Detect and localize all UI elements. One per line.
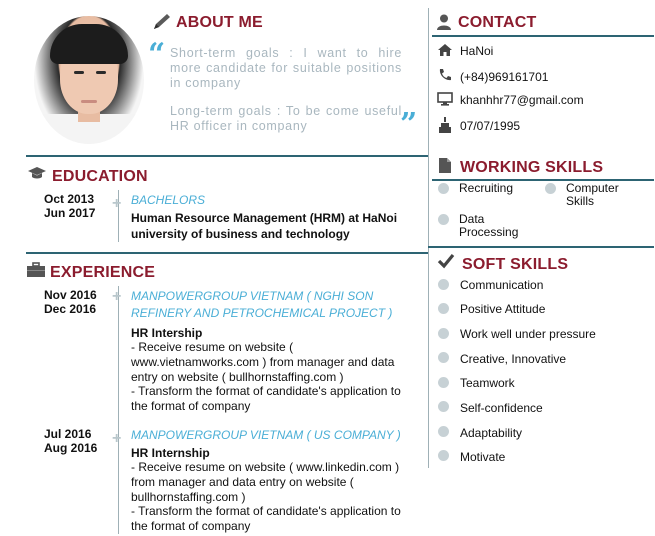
experience-timeline: [118, 286, 119, 534]
job-date-from: Nov 2016: [44, 288, 97, 302]
working-skill-item: Computer Skills: [566, 181, 619, 208]
phone-icon: [438, 68, 452, 82]
contact-email[interactable]: khanhhr77@gmail.com: [460, 93, 584, 107]
timeline-plus-icon: +: [112, 430, 122, 447]
soft-skill-item: Adaptability: [460, 426, 523, 440]
profile-photo: [34, 16, 144, 144]
soft-skill-item: Creative, Innovative: [460, 352, 567, 366]
education-degree: BACHELORS: [131, 193, 206, 207]
graduation-cap-icon: [27, 165, 47, 181]
contact-phone: (+84)969161701: [460, 70, 549, 84]
open-quote-icon: “: [148, 37, 166, 72]
job-company: MANPOWERGROUP VIETNAM ( NGHI SON REFINERY AND PETROCHEMICAL PROJECT ): [131, 289, 393, 320]
job-description-line: - Receive resume on website ( www.vietnamworks.com ) from manager and data entry on website ( bullhornstaffing.com ): [131, 340, 395, 384]
job-company: MANPOWERGROUP VIETNAM ( US COMPANY ): [131, 428, 401, 442]
education-date-to: Jun 2017: [44, 206, 96, 220]
skill-bullet: [438, 279, 449, 290]
education-title: EDUCATION: [52, 168, 148, 185]
working-skill-item: Recruiting: [459, 181, 514, 195]
monitor-icon: [437, 92, 453, 107]
soft-skill-item: Teamwork: [460, 376, 515, 390]
soft-skill-item: Positive Attitude: [460, 302, 546, 316]
skill-bullet: [438, 426, 449, 437]
job-date-to: Aug 2016: [44, 441, 98, 455]
contact-divider: [432, 35, 654, 37]
education-divider: [26, 252, 428, 254]
soft-skills-top-divider: [428, 246, 654, 248]
skill-bullet: [438, 450, 449, 461]
birthday-cake-icon: [438, 116, 452, 134]
working-skill-item: Data Processing: [459, 212, 519, 239]
briefcase-icon: [26, 262, 46, 278]
skill-bullet: [438, 352, 449, 363]
soft-skill-item: Work well under pressure: [460, 327, 596, 341]
contact-title: CONTACT: [458, 14, 537, 31]
working-skills-title: WORKING SKILLS: [460, 159, 604, 176]
column-divider: [428, 8, 429, 468]
short-term-goal: Short-term goals : I want to hire more candidate for suitable positions in company: [170, 46, 402, 90]
skill-bullet: [545, 183, 556, 194]
job-description-line: - Receive resume on website ( www.linkedin.com ) from manager and data entry on website ( bullhornstaffing.com ): [131, 460, 400, 504]
pencil-icon: [152, 13, 172, 31]
timeline-plus-icon: +: [112, 288, 122, 305]
soft-skill-item: Self-confidence: [460, 401, 543, 415]
education-date-from: Oct 2013: [44, 192, 95, 206]
soft-skills-title: SOFT SKILLS: [462, 256, 569, 273]
job-role: HR Internship: [131, 446, 210, 460]
skill-bullet: [438, 377, 449, 388]
soft-skill-item: Motivate: [460, 450, 506, 464]
contact-location: HaNoi: [460, 44, 494, 58]
skill-bullet: [438, 214, 449, 225]
job-date-to: Dec 2016: [44, 302, 97, 316]
skill-bullet: [438, 183, 449, 194]
timeline-plus-icon: +: [112, 195, 122, 212]
person-icon: [436, 14, 452, 30]
about-title: ABOUT ME: [176, 14, 263, 31]
experience-title: EXPERIENCE: [50, 264, 156, 281]
document-icon: [438, 157, 452, 174]
skill-bullet: [438, 401, 449, 412]
soft-skill-item: Communication: [460, 278, 544, 292]
job-role: HR Intership: [131, 326, 203, 340]
contact-birthday: 07/07/1995: [460, 119, 521, 133]
education-school: Human Resource Management (HRM) at HaNoi university of business and technology: [131, 211, 398, 241]
job-description-line: - Transform the format of candidate's application to the format of company: [131, 384, 401, 413]
skill-bullet: [438, 328, 449, 339]
close-quote-icon: ”: [400, 107, 418, 142]
job-description-line: - Transform the format of candidate's application to the format of company: [131, 504, 401, 533]
long-term-goal: Long-term goals : To be come useful HR officer in company: [170, 104, 402, 133]
job-date-from: Jul 2016: [44, 427, 92, 441]
checkmark-icon: [437, 253, 455, 269]
home-icon: [437, 43, 453, 57]
about-divider: [26, 155, 428, 157]
skill-bullet: [438, 303, 449, 314]
